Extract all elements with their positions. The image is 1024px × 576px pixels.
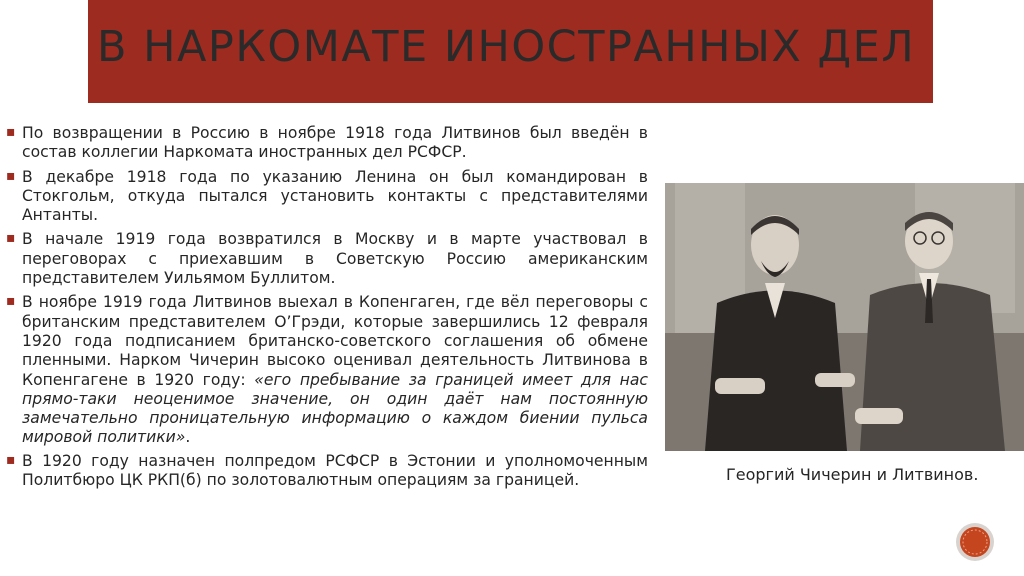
- chicherin-quote: «его пребывание за границей имеет для нас прямо-таки неоценимое значение, он один даёт нам постоянную замечательно проницательную информацию о каждом биении пульса мировой политики»: [22, 370, 648, 447]
- title-bar: [88, 0, 933, 103]
- bullet-text: По возвращении в Россию в ноябре 1918 года Литвинов был введён в состав коллегии Наркомата иностранных дел РСФСР.: [22, 124, 648, 162]
- bullet-item: [6, 452, 648, 491]
- bullet-item: [6, 168, 648, 226]
- bullet-text: В декабре 1918 года по указанию Ленина он был командирован в Стокгольм, откуда пытался установить контакты с представителями Антанты.: [22, 167, 648, 225]
- bullet-item: [6, 124, 648, 163]
- bullet-marker: ▪: [6, 230, 16, 247]
- bullet-marker: ▪: [6, 167, 16, 184]
- bullet-marker: ▪: [6, 451, 16, 468]
- bullet-text: В ноябре 1919 года Литвинов выехал в Копенгаген, где вёл переговоры с британским представителем О’Грэди, которые завершились 12 февраля 1920 года подписанием британско-советского соглашения об обмене пленными. Нарком Чичерин высоко оценивал деятельность Литвинова в Копенгагене в 1920 году:: [22, 293, 648, 389]
- bullet-marker: ▪: [6, 293, 16, 310]
- decorative-circle-icon: [955, 522, 995, 562]
- photo-caption: Георгий Чичерин и Литвинов.: [726, 465, 979, 484]
- bullet-text-tail: .: [185, 428, 191, 447]
- bullet-text: В начале 1919 года возвратился в Москву и в марте участвовал в переговорах с приехавшим в Советскую Россию американским представителем Уильямом Буллитом.: [22, 230, 648, 288]
- historical-photo: [665, 183, 1024, 451]
- slide-title: В НАРКОМАТЕ ИНОСТРАННЫХ ДЕЛ: [97, 22, 916, 72]
- bullet-item: [6, 230, 648, 288]
- bullet-marker: ▪: [6, 124, 16, 140]
- bullet-text: В 1920 году назначен полпредом РСФСР в Эстонии и уполномоченным Политбюро ЦК РКП(б) по золотовалютным операциям за границей.: [22, 451, 648, 490]
- bullet-item: [6, 293, 648, 447]
- bullet-list: [6, 124, 648, 495]
- photo-illustration: [665, 183, 1024, 451]
